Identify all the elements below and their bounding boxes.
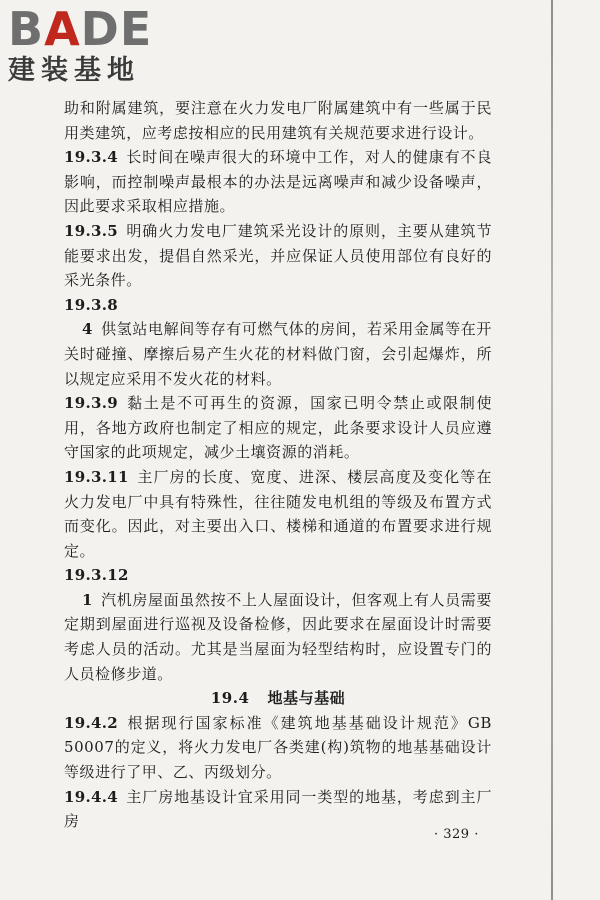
clause-paragraph: [64, 219, 492, 293]
item-number: 4: [82, 320, 93, 339]
page-number: · 329 ·: [434, 827, 479, 842]
item-number: 1: [82, 590, 93, 609]
page-edge-line: [551, 0, 553, 900]
section-title-text: 地基与基础: [267, 689, 346, 708]
logo-wordmark: BADE: [8, 2, 153, 56]
paragraph-text: 汽机房屋面虽然按不上人屋面设计，但客观上有人员需要定期到屋面进行巡视及设备检修，因此要求在屋面设计时需要考虑人员的活动。尤其是当屋面为轻型结构时，应设置专门的人员检修步道。: [64, 590, 492, 683]
paragraph-text: 明确火力发电厂建筑采光设计的原则，主要从建筑节能要求出发，提倡自然采光，并应保证人员使用部位有良好的采光条件。: [64, 221, 492, 290]
logo: [8, 4, 178, 94]
document-body: [64, 96, 492, 834]
paragraph-text: 主厂房地基设计宜采用同一类型的地基，考虑到主厂房: [64, 787, 492, 831]
paragraph-text: 长时间在噪声很大的环境中工作，对人的健康有不良影响，而控制噪声最根本的办法是远离噪声和减少设备噪声，因此要求采取相应措施。: [64, 148, 492, 216]
paragraph-text: 供氢站电解间等存有可燃气体的房间，若采用金属等在开关时碰撞、摩擦后易产生火花的材料做门窗，会引起爆炸，所以规定应采用不发火花的材料。: [64, 320, 492, 388]
clause-number: 19.3.8: [64, 295, 118, 314]
paragraph-text: 主厂房的长度、宽度、进深、楼层高度及变化等在火力发电厂中具有特殊性，往往随发电机组的等级及布置方式而变化。因此，对主要出入口、楼梯和通道的布置要求进行规定。: [64, 467, 492, 560]
clause-paragraph: [64, 293, 492, 318]
paragraph-text: 黏土是不可再生的资源，国家已明令禁止或限制使用，各地方政府也制定了相应的规定，此条要求设计人员应遵守国家的此项规定，减少土壤资源的消耗。: [64, 394, 492, 462]
logo-subtitle: 建装基地: [8, 55, 140, 86]
paragraph-text: 根据现行国家标准《建筑地基基础设计规范》GB 50007的定义，将火力发电厂各类建(构)筑物的地基基础设计等级进行了甲、乙、丙级划分。: [64, 713, 492, 782]
clause-number: 19.3.12: [64, 566, 129, 585]
clause-paragraph: [64, 145, 492, 219]
paragraph-text: 助和附属建筑，要注意在火力发电厂附属建筑中有一些属于民用类建筑，应考虑按相应的民用建筑有关规范要求进行设计。: [64, 99, 492, 142]
section-heading: [64, 686, 492, 711]
clause-paragraph: [64, 391, 492, 465]
item-paragraph: [64, 317, 492, 391]
clause-number: 19.4.4: [64, 787, 118, 806]
item-paragraph: [64, 588, 492, 686]
clause-paragraph: [64, 711, 492, 785]
clause-paragraph: [64, 465, 492, 563]
clause-number: 19.3.4: [64, 148, 118, 167]
section-number: 19.4: [210, 689, 250, 708]
clause-number: 19.3.11: [64, 467, 129, 486]
clause-number: 19.3.5: [64, 221, 118, 240]
clause-paragraph: [64, 785, 492, 834]
clause-number: 19.4.2: [64, 713, 118, 732]
text-paragraph: [64, 96, 492, 145]
clause-paragraph: [64, 563, 492, 588]
clause-number: 19.3.9: [64, 394, 118, 413]
